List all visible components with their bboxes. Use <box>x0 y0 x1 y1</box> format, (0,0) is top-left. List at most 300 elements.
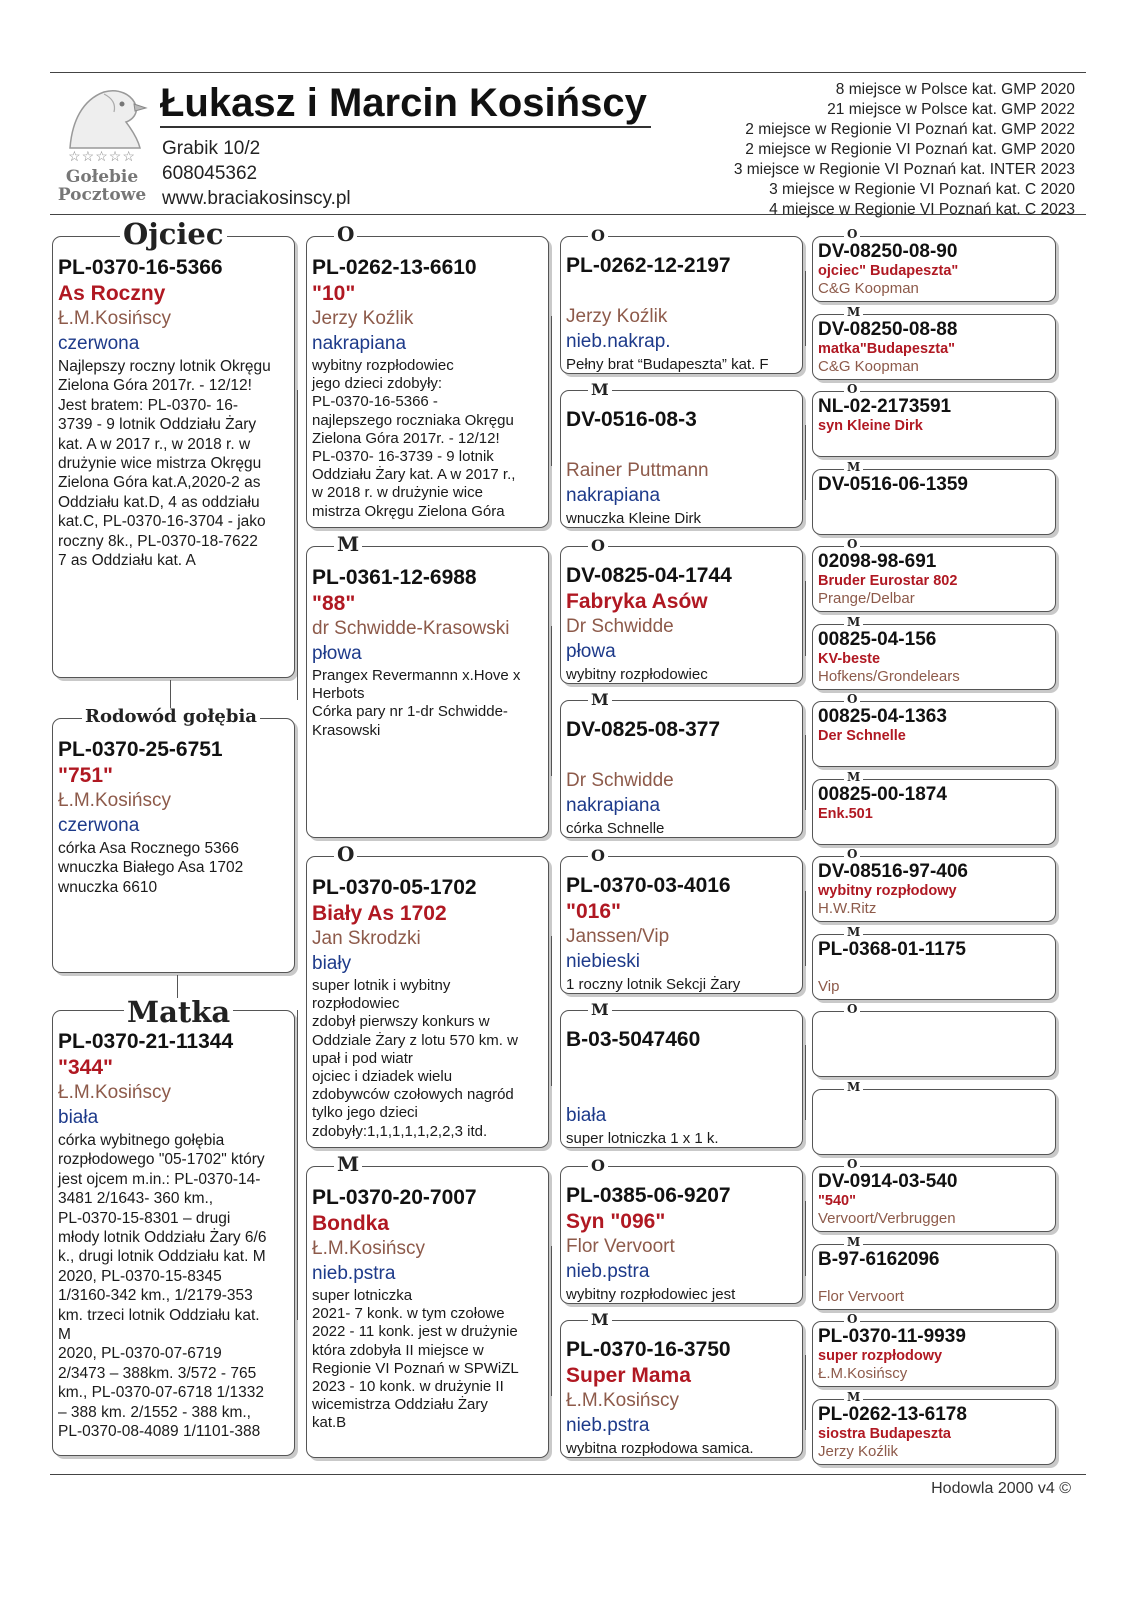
parent-card-1[interactable] <box>306 236 549 528</box>
dam-marker: M <box>844 1081 863 1093</box>
achievement-line: 3 miejsce w Regionie VI Poznań kat. INTER 2023 <box>733 161 1075 178</box>
description-line: PL-0370-16-5366 - <box>312 393 438 411</box>
parent-card-2[interactable] <box>306 546 549 838</box>
description-line: super lotniczka 1 x 1 k. <box>566 1130 719 1147</box>
breeder-name: Łukasz i Marcin Kosińscy <box>160 80 651 128</box>
breeder: Dr Schwidde <box>566 770 674 791</box>
card-content <box>813 241 1055 298</box>
description-line: wybitna rozpłodowa samica. <box>566 1440 754 1457</box>
ring-number: PL-0262-13-6610 <box>312 256 477 279</box>
grandparent-card-3[interactable] <box>560 546 803 684</box>
dam-marker: M <box>588 382 612 398</box>
breeder: Ł.M.Kosińscy <box>312 1238 425 1259</box>
ring-number: DV-0825-08-377 <box>566 718 721 741</box>
description <box>566 1129 797 1148</box>
bracket-line <box>297 390 298 700</box>
card-content <box>813 939 1055 996</box>
ring-number: PL-0262-12-2197 <box>566 254 731 277</box>
card-content <box>813 1016 1055 1033</box>
description-line: PL-0370-08-4089 1/1101-388 <box>58 1423 261 1441</box>
dam-marker: M <box>844 616 863 628</box>
card-content <box>561 1337 802 1458</box>
description <box>312 1287 543 1433</box>
bracket-line <box>805 1355 806 1430</box>
card-content <box>813 551 1055 608</box>
pigeon-name: Fabryka Asów <box>566 590 708 613</box>
bracket-line <box>551 1246 552 1396</box>
breeder: Ł.M.Kosińscy <box>818 1365 908 1382</box>
description-line: M <box>58 1326 71 1344</box>
father-card[interactable] <box>52 236 295 678</box>
description-line: rozpłodowego "05-1702" który <box>58 1151 265 1169</box>
pigeon-name: Enk.501 <box>818 805 873 822</box>
dam-marker: M <box>334 534 362 554</box>
description-line: kat.B <box>312 1414 347 1432</box>
achievement-line: 8 miejsce w Polsce kat. GMP 2020 <box>835 81 1075 98</box>
breeder: Flor Vervoort <box>566 1236 675 1257</box>
pigeon-name <box>818 1271 1050 1288</box>
sire-marker: O <box>844 1003 860 1015</box>
description-line: zdobywców czołowych nagród <box>312 1086 514 1104</box>
description <box>566 355 797 374</box>
card-content <box>813 319 1055 376</box>
bracket-line <box>805 891 806 966</box>
bracket-line <box>551 316 552 466</box>
ring-number: PL-0361-12-6988 <box>312 566 477 589</box>
description-line: jego dzieci zdobyły: <box>312 375 443 393</box>
description-line: 1/3160-342 km., 1/2179-353 <box>58 1287 253 1305</box>
description-line: k., drugi lotnik Oddziału kat. M <box>58 1248 266 1266</box>
breeder: Vip <box>818 977 840 995</box>
mother-label: Matka <box>124 998 233 1027</box>
breeder: Ł.M.Kosińscy <box>58 308 171 329</box>
ring-number: PL-0385-06-9207 <box>566 1184 731 1207</box>
description-line: córka Asa Rocznego 5366 <box>58 840 239 857</box>
great-grandparent-card-14[interactable] <box>812 1244 1056 1310</box>
description-line: w 2018 r. w drużynie wice <box>312 484 483 502</box>
color: nakrapiana <box>566 795 661 816</box>
dam-marker: M <box>844 771 863 783</box>
description-line: Córka pary nr 1-dr Schwidde- <box>312 703 508 721</box>
card-content <box>561 407 802 528</box>
great-grandparent-card-8[interactable] <box>812 779 1056 845</box>
header-rule <box>50 214 1086 215</box>
sire-marker: O <box>844 228 860 240</box>
pigeon-name: "016" <box>566 900 621 923</box>
card-content <box>813 1249 1055 1306</box>
description-line: Regionie VI Poznań w SPWiZL <box>312 1359 519 1377</box>
description-line: kat. A w 2017 r., w 2018 r. w <box>58 435 251 453</box>
description-line: 2/3473 – 388km. 3/572 - 765 <box>58 1364 257 1382</box>
description <box>312 977 543 1141</box>
ring-number: PL-0370-11-9939 <box>818 1326 966 1347</box>
pigeon-name <box>818 1016 1050 1033</box>
achievement-line: 3 miejsce w Regionie VI Poznań kat. C 2020 <box>769 181 1075 198</box>
grandparent-card-4[interactable] <box>560 700 803 838</box>
color: nakrapiana <box>312 333 407 354</box>
ring-number: PL-0262-13-6178 <box>818 1403 967 1425</box>
subject-label: Rodowód gołębia <box>82 708 260 726</box>
great-grandparent-card-6[interactable] <box>812 624 1056 690</box>
pigeon-name: "540" <box>818 1193 856 1209</box>
description-line: kat.C, PL-0370-16-3704 - jako <box>58 513 266 531</box>
logo-stars: ☆☆☆☆☆ <box>68 148 136 164</box>
description-line: upał i pod wiatr <box>312 1049 413 1067</box>
description-line: 3739 - 9 lotnik Oddziału Żary <box>58 416 257 434</box>
breeder: C&G Koopman <box>818 357 919 375</box>
description <box>312 357 543 521</box>
great-grandparent-card-13[interactable] <box>812 1166 1056 1232</box>
description-line: Oddziału kat.D, 4 as oddziału <box>58 493 260 511</box>
pigeon-logo-icon <box>52 82 152 152</box>
pigeon-name: "344" <box>58 1056 113 1079</box>
card-content <box>53 1029 294 1442</box>
card-content <box>813 861 1055 918</box>
card-content <box>813 1404 1055 1461</box>
description-line: Zielona Góra kat.A,2020-2 as <box>58 474 261 492</box>
description-line: Herbots <box>312 685 365 703</box>
sire-marker: O <box>844 1313 860 1325</box>
description-line: 2020, PL-0370-07-6719 <box>58 1345 222 1363</box>
description-line: Jest bratem: PL-0370- 16- <box>58 396 239 414</box>
card-content <box>307 255 548 521</box>
description-line: mistrza Okręgu Zielona Góra <box>312 502 505 520</box>
description-line: Oddziału Żary kat. A w 2017 r., <box>312 466 516 484</box>
top-rule <box>50 72 1086 73</box>
description-line: super lotnik i wybitny <box>312 977 451 994</box>
description-line: jest ojcem m.in.: PL-0370-14- <box>58 1170 261 1188</box>
color: biały <box>312 953 352 974</box>
color: czerwona <box>58 333 140 354</box>
pigeon-name <box>818 496 1050 513</box>
description-line: 7 as Oddziału kat. A <box>58 552 196 570</box>
card-content <box>561 253 802 374</box>
breeder: H.W.Ritz <box>818 900 877 917</box>
great-grandparent-card-2[interactable] <box>812 314 1056 380</box>
great-grandparent-card-3[interactable] <box>812 391 1056 457</box>
description-line: km., PL-0370-07-6718 1/1332 <box>58 1384 264 1402</box>
description-line: córka wybitnego gołębia <box>58 1132 225 1149</box>
color: nakrapiana <box>566 485 661 506</box>
description-line: roczny 8k., PL-0370-18-7622 <box>58 532 258 550</box>
description <box>58 839 289 897</box>
grandparent-card-2[interactable] <box>560 390 803 528</box>
breeder: dr Schwidde-Krasowski <box>312 618 510 639</box>
ring-number: DV-0825-04-1744 <box>566 564 732 587</box>
sire-marker: O <box>334 224 357 244</box>
breeder: Ł.M.Kosińscy <box>58 790 171 811</box>
ring-number: DV-0516-06-1359 <box>818 473 968 495</box>
card-content <box>813 396 1055 435</box>
sire-marker: O <box>588 1158 608 1174</box>
card-content <box>813 629 1055 686</box>
achievements-list <box>734 80 1075 220</box>
bracket-line <box>297 1010 298 1320</box>
description-line: 2023 - 10 konk. w drużynie II <box>312 1378 504 1396</box>
description-line: 3481 2/1643- 360 km., <box>58 1190 214 1208</box>
sire-marker: O <box>588 228 608 244</box>
description-line: 1 roczny lotnik Sekcji Żary <box>566 976 741 993</box>
logo <box>52 82 152 210</box>
description-line: 2022 - 11 konk. jest w drużynie <box>312 1323 518 1341</box>
description-line: wnuczka Białego Asa 1702 <box>58 859 244 877</box>
color: niebieski <box>566 951 640 972</box>
description-line: Oddziale Żary z lotu 570 km. w <box>312 1031 518 1049</box>
grandparent-card-5[interactable] <box>560 856 803 994</box>
description-line: wybitny rozpłodowiec <box>312 357 454 374</box>
card-content <box>561 1183 802 1304</box>
parent-card-3[interactable] <box>306 856 549 1148</box>
dam-marker: M <box>588 692 612 708</box>
pigeon-name <box>818 1094 1050 1111</box>
dam-marker: M <box>588 1312 612 1328</box>
card-content <box>307 875 548 1141</box>
pigeon-name: Syn "096" <box>566 1210 666 1233</box>
breeder: C&G Koopman <box>818 280 919 297</box>
color: biała <box>58 1107 99 1128</box>
sire-marker: O <box>844 848 860 860</box>
bracket-line <box>551 626 552 776</box>
breeder: Dr Schwidde <box>566 616 674 637</box>
pigeon-name: wybitny rozpłodowy <box>818 883 957 899</box>
ring-number: PL-0370-05-1702 <box>312 876 477 899</box>
address: Grabik 10/2 <box>162 138 261 159</box>
dam-marker: M <box>844 306 863 318</box>
pigeon-name: "88" <box>312 592 356 615</box>
ring-number: PL-0368-01-1175 <box>818 938 966 960</box>
dam-marker: M <box>844 926 863 938</box>
subject-card[interactable] <box>52 718 295 973</box>
ring-number: NL-02-2173591 <box>818 396 952 417</box>
grandparent-card-1[interactable] <box>560 236 803 374</box>
ring-number: DV-0516-08-3 <box>566 408 697 431</box>
card-content <box>53 737 294 897</box>
ring-number: 00825-04-1363 <box>818 706 947 727</box>
description-line: młody lotnik Oddziału Żary 6/6 <box>58 1229 267 1247</box>
description-line: PL-0370- 16-3739 - 9 lotnik <box>312 448 494 466</box>
breeder: Ł.M.Kosińscy <box>566 1390 679 1411</box>
description <box>58 1131 289 1442</box>
pigeon-name: ojciec" Budapeszta" <box>818 263 959 279</box>
card-content <box>53 255 294 570</box>
achievement-line: 2 miejsce w Regionie VI Poznań kat. GMP 2022 <box>745 121 1075 138</box>
ring-number: PL-0370-20-7007 <box>312 1186 477 1209</box>
ring-number: PL-0370-25-6751 <box>58 738 223 761</box>
card-content <box>813 1326 1055 1383</box>
card-content <box>813 1094 1055 1111</box>
bracket-line <box>805 581 806 656</box>
ring-number: PL-0370-03-4016 <box>566 874 731 897</box>
ring-number: B-97-6162096 <box>818 1248 940 1270</box>
card-content <box>307 1185 548 1433</box>
breeder: Jerzy Koźlik <box>566 306 668 327</box>
ring-number: 00825-00-1874 <box>818 783 947 805</box>
pigeon-name: super rozpłodowy <box>818 1348 943 1364</box>
description <box>566 1439 797 1458</box>
pigeon-name: As Roczny <box>58 282 166 305</box>
breeder: Jerzy Koźlik <box>818 1442 899 1460</box>
ring-number: DV-0914-03-540 <box>818 1171 958 1192</box>
great-grandparent-card-4[interactable] <box>812 469 1056 535</box>
breeder <box>566 1079 797 1103</box>
parent-card-4[interactable] <box>306 1166 549 1458</box>
pigeon-name <box>566 279 797 305</box>
description-line: Zielona Góra 2017r. - 12/12! <box>58 377 252 395</box>
bracket-line <box>805 1201 806 1276</box>
logo-text-1: Gołebie <box>65 167 139 187</box>
card-content <box>561 717 802 838</box>
pigeon-name: syn Kleine Dirk <box>818 418 923 434</box>
color: płowa <box>312 643 362 664</box>
dam-marker: M <box>588 1002 612 1018</box>
description-line: – 388 km. 2/1552 - 388 km., <box>58 1403 251 1421</box>
sire-marker: O <box>844 693 860 705</box>
description-line: wnuczka Kleine Dirk <box>566 510 702 527</box>
pigeon-name <box>566 433 797 459</box>
pigeon-name <box>566 743 797 769</box>
pigeon-name: Bruder Eurostar 802 <box>818 573 958 589</box>
achievement-line: 2 miejsce w Regionie VI Poznań kat. GMP 2020 <box>745 141 1075 158</box>
description-line: rozpłodowiec <box>312 995 400 1013</box>
card-content <box>813 1171 1055 1228</box>
grandparent-card-8[interactable] <box>560 1320 803 1458</box>
color: nieb.pstra <box>312 1263 396 1284</box>
ring-number: DV-08250-08-90 <box>818 241 958 262</box>
ring-number: DV-08516-97-406 <box>818 861 968 882</box>
breeder: Hofkens/Grondelears <box>818 667 960 685</box>
breeder: Janssen/Vip <box>566 926 670 947</box>
great-grandparent-card-5[interactable] <box>812 546 1056 612</box>
pigeon-name <box>818 961 1050 978</box>
great-grandparent-card-9[interactable] <box>812 856 1056 922</box>
ring-number: PL-0370-21-11344 <box>58 1030 234 1053</box>
color: czerwona <box>58 815 140 836</box>
description-line: Pełny brat “Budapeszta” kat. F <box>566 356 769 373</box>
sire-marker: O <box>588 848 608 864</box>
great-grandparent-card-7[interactable] <box>812 701 1056 767</box>
card-content <box>813 474 1055 513</box>
description-line: zdobyły:1,1,1,1,1,2,2,3 itd. <box>312 1122 488 1140</box>
color: nieb.nakrap. <box>566 331 671 352</box>
great-grandparent-card-10[interactable] <box>812 934 1056 1000</box>
great-grandparent-card-15[interactable] <box>812 1321 1056 1387</box>
mother-card[interactable] <box>52 1010 295 1456</box>
ring-number: 02098-98-691 <box>818 551 937 572</box>
father-label: Ojciec <box>120 220 227 249</box>
bracket-line <box>805 1045 806 1120</box>
description <box>58 357 289 570</box>
website-link[interactable]: www.braciakosinscy.pl <box>162 188 351 209</box>
description-line: PL-0370-15-8301 – drugi <box>58 1209 231 1227</box>
dam-marker: M <box>844 1236 863 1248</box>
bracket-line <box>551 936 552 1086</box>
card-content <box>561 873 802 994</box>
ring-number: PL-0370-16-3750 <box>566 1338 731 1361</box>
sire-marker: O <box>334 844 357 864</box>
description-line: wybitny rozpłodowiec <box>566 666 708 683</box>
sire-marker: O <box>588 538 608 554</box>
achievement-line: 4 miejsce w Regionie VI Poznań kat. C 2023 <box>769 201 1075 218</box>
description-line: wicemistrza Oddziału Żary <box>312 1396 488 1414</box>
dam-marker: M <box>334 1154 362 1174</box>
achievement-line: 21 miejsce w Polsce kat. GMP 2022 <box>827 101 1075 118</box>
phone: 608045362 <box>162 163 258 184</box>
color: nieb.pstra <box>566 1261 650 1282</box>
pigeon-name: Super Mama <box>566 1364 691 1387</box>
pigeon-name: Der Schnelle <box>818 728 906 744</box>
pigeon-name: KV-beste <box>818 650 881 667</box>
bracket-line <box>805 735 806 810</box>
description-line: super lotniczka <box>312 1287 413 1304</box>
breeder: Flor Vervoort <box>818 1287 904 1305</box>
pigeon-name: Bondka <box>312 1212 390 1235</box>
pigeon-name: siostra Budapeszta <box>818 1425 951 1442</box>
great-grandparent-card-11[interactable] <box>812 1011 1056 1077</box>
grandparent-card-6[interactable] <box>560 1010 803 1148</box>
description <box>566 819 797 838</box>
card-content <box>561 1027 802 1148</box>
description-line: 2020, PL-0370-15-8345 <box>58 1267 222 1285</box>
color: biała <box>566 1105 607 1126</box>
description-line: córka Schnelle <box>566 820 665 837</box>
breeder: Rainer Puttmann <box>566 460 709 481</box>
ring-number: B-03-5047460 <box>566 1028 701 1051</box>
description-line: która zdobyła II miejsce w <box>312 1341 484 1359</box>
pigeon-name: Biały As 1702 <box>312 902 447 925</box>
color: płowa <box>566 641 616 662</box>
card-content <box>813 706 1055 745</box>
card-content <box>307 565 548 740</box>
description <box>566 975 797 994</box>
bracket-line <box>805 425 806 500</box>
footer-rule <box>50 1474 1086 1475</box>
description-line: tylko jego dzieci <box>312 1104 418 1122</box>
description-line: Najlepszy roczny lotnik Okręgu <box>58 358 271 375</box>
description-line: Prangex Revermannn x.Hove x <box>312 667 521 684</box>
pigeon-name: matka"Budapeszta" <box>818 340 956 357</box>
breeder: Prange/Delbar <box>818 590 915 607</box>
great-grandparent-card-12[interactable] <box>812 1089 1056 1155</box>
card-content <box>561 563 802 684</box>
color: nieb.pstra <box>566 1415 650 1436</box>
pigeon-name: "751" <box>58 764 113 787</box>
description-line: Krasowski <box>312 721 381 739</box>
sire-marker: O <box>844 538 860 550</box>
footer-credit: Hodowla 2000 v4 © <box>931 1480 1071 1497</box>
description-line: najlepszego roczniaka Okręgu <box>312 411 514 429</box>
description <box>566 665 797 684</box>
ring-number: 00825-04-156 <box>818 628 937 650</box>
logo-text-2: Pocztowe <box>57 185 147 205</box>
description <box>566 509 797 528</box>
breeder: Ł.M.Kosińscy <box>58 1082 171 1103</box>
description-line: 2021- 7 konk. w tym czołowe <box>312 1305 505 1323</box>
great-grandparent-card-16[interactable] <box>812 1399 1056 1465</box>
description <box>312 667 543 740</box>
breeder: Vervoort/Verbruggen <box>818 1210 956 1227</box>
description-line: zdobył pierwszy konkurs w <box>312 1013 490 1031</box>
description-line: ojciec i dziadek wielu <box>312 1068 453 1086</box>
sire-marker: O <box>844 383 860 395</box>
great-grandparent-card-1[interactable] <box>812 236 1056 302</box>
description-line: wybitny rozpłodowiec jest <box>566 1286 736 1303</box>
grandparent-card-7[interactable] <box>560 1166 803 1304</box>
pigeon-name: "10" <box>312 282 356 305</box>
description-line: wnuczka 6610 <box>58 878 158 896</box>
bracket-line <box>805 271 806 346</box>
dam-marker: M <box>844 1391 863 1403</box>
card-content <box>813 784 1055 823</box>
